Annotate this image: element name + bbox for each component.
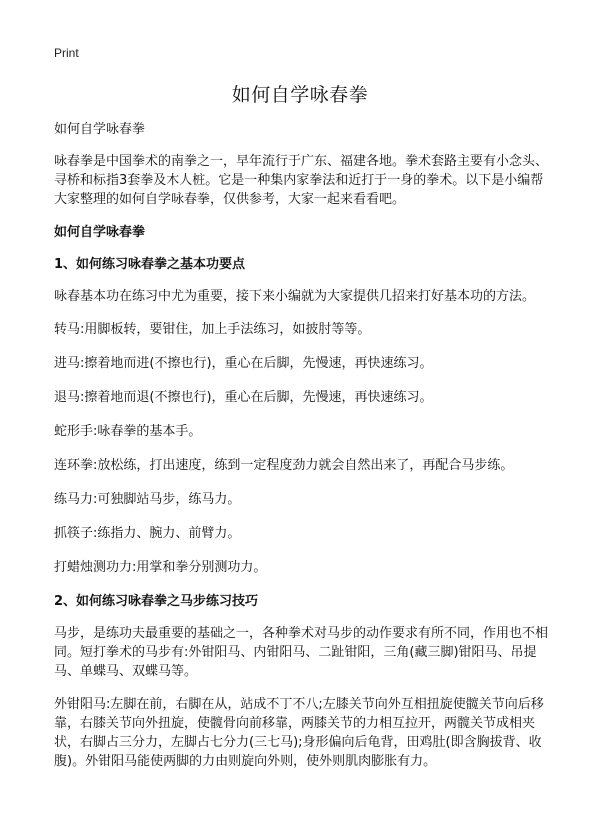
list-item: 进马:擦着地而进(不擦也行)，重心在后脚，先慢速，再快速练习。 <box>54 356 433 371</box>
document-title: 如何自学咏春拳 <box>231 84 369 106</box>
main-heading: 如何自学咏春拳 <box>54 225 146 240</box>
list-item: 转马:用脚板转，要钳住，加上手法练习，如披肘等等。 <box>54 322 371 337</box>
section1-lead: 咏春基本功在练习中尤为重要，接下来小编就为大家提供几招来打好基本功的方法。 <box>54 289 536 304</box>
section2-heading: 2、如何练习咏春拳之马步练习技巧 <box>54 594 259 609</box>
list-item: 退马:擦着地而退(不擦也行)，重心在后脚，先慢速，再快速练习。 <box>54 390 433 405</box>
list-item: 练马力:可独脚站马步，练马力。 <box>54 492 241 507</box>
list-item: 蛇形手:咏春拳的基本手。 <box>54 424 202 439</box>
intro-paragraph: 咏春拳是中国拳术的南拳之一，早年流行于广东、福建各地。拳术套路主要有小念头、寻桥和标指3套拳及木人桩。它是一种集内家拳法和近打于一身的拳术。以下是小编帮大家整理的如何自学咏春拳，仅供参考，大家一起来看看吧。 <box>54 154 549 207</box>
section2-paragraph: 马步，是练功夫最重要的基础之一，各种拳术对马步的动作要求有所不同，作用也不相同。短打拳术的马步有:外钳阳马、内钳阳马、二趾钳阳，三角(藏三脚)钳阳马、吊提马、单蝶马、双蝶马等。 <box>54 626 549 679</box>
print-label: Print <box>54 46 79 60</box>
article-subtitle: 如何自学咏春拳 <box>54 122 146 137</box>
section2-paragraph: 外钳阳马:左脚在前，右脚在从，站成不丁不八;左膝关节向外互相扭旋使髋关节向后移靠，右膝关节向外扭旋，使髋骨向前移靠，两膝关节的力相互拉开，两髋关节成相夹状，右脚占三分力，左脚占七分力(三七马);身形偏向后龟背，田鸡肚(即含胸拔背、收腹)。外钳阳马能使两脚的力由则旋向外则，使外则肌肉膨胀有力。 <box>54 697 544 769</box>
article-body <box>54 120 550 785</box>
list-item: 打蜡烛测功力:用掌和拳分别测功力。 <box>54 560 267 575</box>
section1-heading: 1、如何练习咏春拳之基本功要点 <box>54 257 246 272</box>
list-item: 抓筷子:练指力、腕力、前臂力。 <box>54 526 241 541</box>
list-item: 连环拳:放松练，打出速度，练到一定程度劲力就会自然出来了，再配合马步练。 <box>54 458 514 473</box>
